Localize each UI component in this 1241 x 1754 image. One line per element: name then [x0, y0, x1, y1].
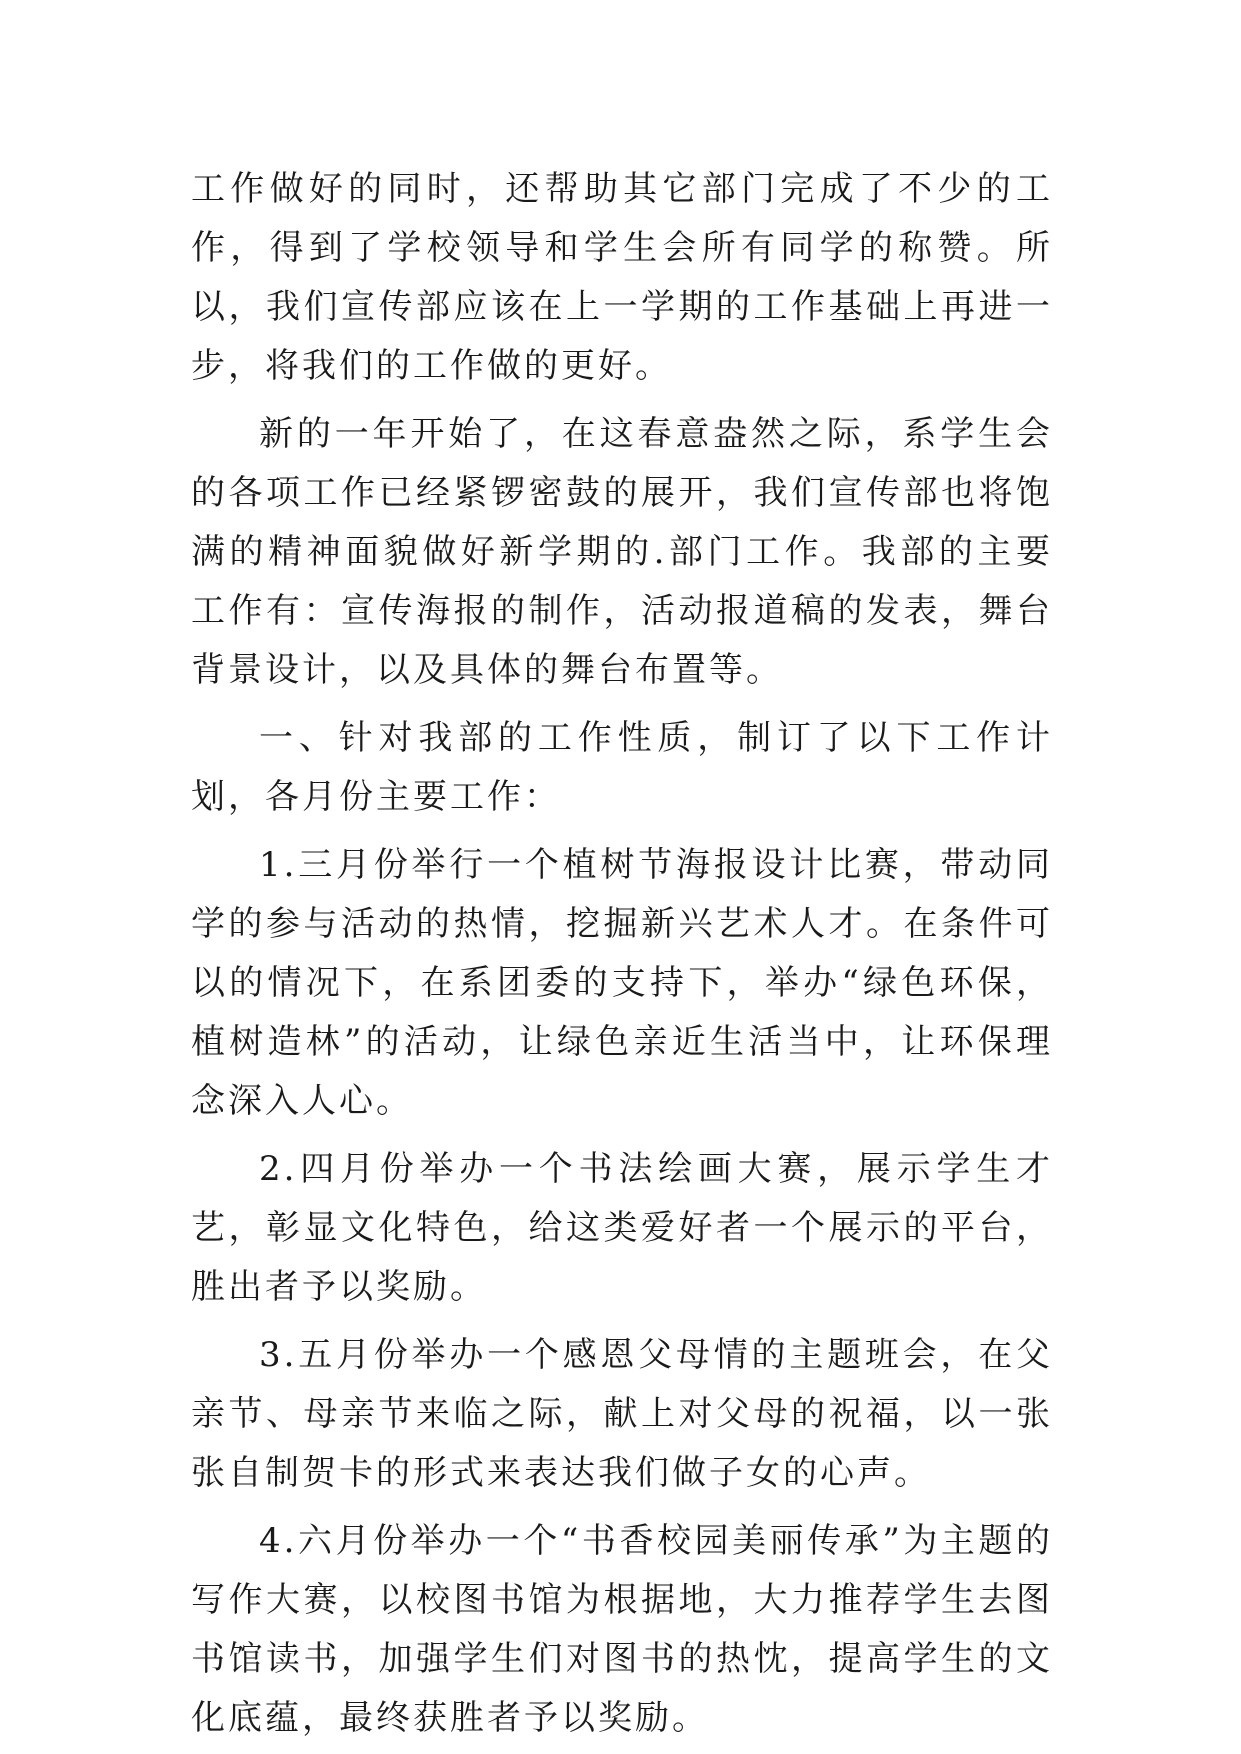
paragraph-continuation: 工作做好的同时，还帮助其它部门完成了不少的工作，得到了学校领导和学生会所有同学的称赞。所以，我们宣传部应该在上一学期的工作基础上再进一步，将我们的工作做的更好。	[191, 169, 1053, 386]
paragraph-item-2: 2.四月份举办一个书法绘画大赛，展示学生才艺，彰显文化特色，给这类爱好者一个展示的平台，胜出者予以奖励。	[191, 1149, 1053, 1307]
document-body	[191, 160, 1053, 1748]
paragraph-item-3: 3.五月份举办一个感恩父母情的主题班会，在父亲节、母亲节来临之际，献上对父母的祝福，以一张张自制贺卡的形式来表达我们做子女的心声。	[191, 1335, 1053, 1493]
paragraph-intro: 新的一年开始了，在这春意盎然之际，系学生会的各项工作已经紧锣密鼓的展开，我们宣传部也将饱满的精神面貌做好新学期的.部门工作。我部的主要工作有：宣传海报的制作，活动报道稿的发表，舞台背景设计，以及具体的舞台布置等。	[191, 414, 1053, 690]
paragraph-item-1: 1.三月份举行一个植树节海报设计比赛，带动同学的参与活动的热情，挖掘新兴艺术人才。在条件可以的情况下，在系团委的支持下，举办“绿色环保，植树造林”的活动，让绿色亲近生活当中，让环保理念深入人心。	[191, 845, 1053, 1121]
paragraph-item-4: 4.六月份举办一个“书香校园美丽传承”为主题的写作大赛，以校图书馆为根据地，大力推荐学生去图书馆读书，加强学生们对图书的热忱，提高学生的文化底蕴，最终获胜者予以奖励。	[191, 1521, 1053, 1738]
paragraph-section-heading: 一、针对我部的工作性质，制订了以下工作计划，各月份主要工作：	[191, 718, 1053, 817]
